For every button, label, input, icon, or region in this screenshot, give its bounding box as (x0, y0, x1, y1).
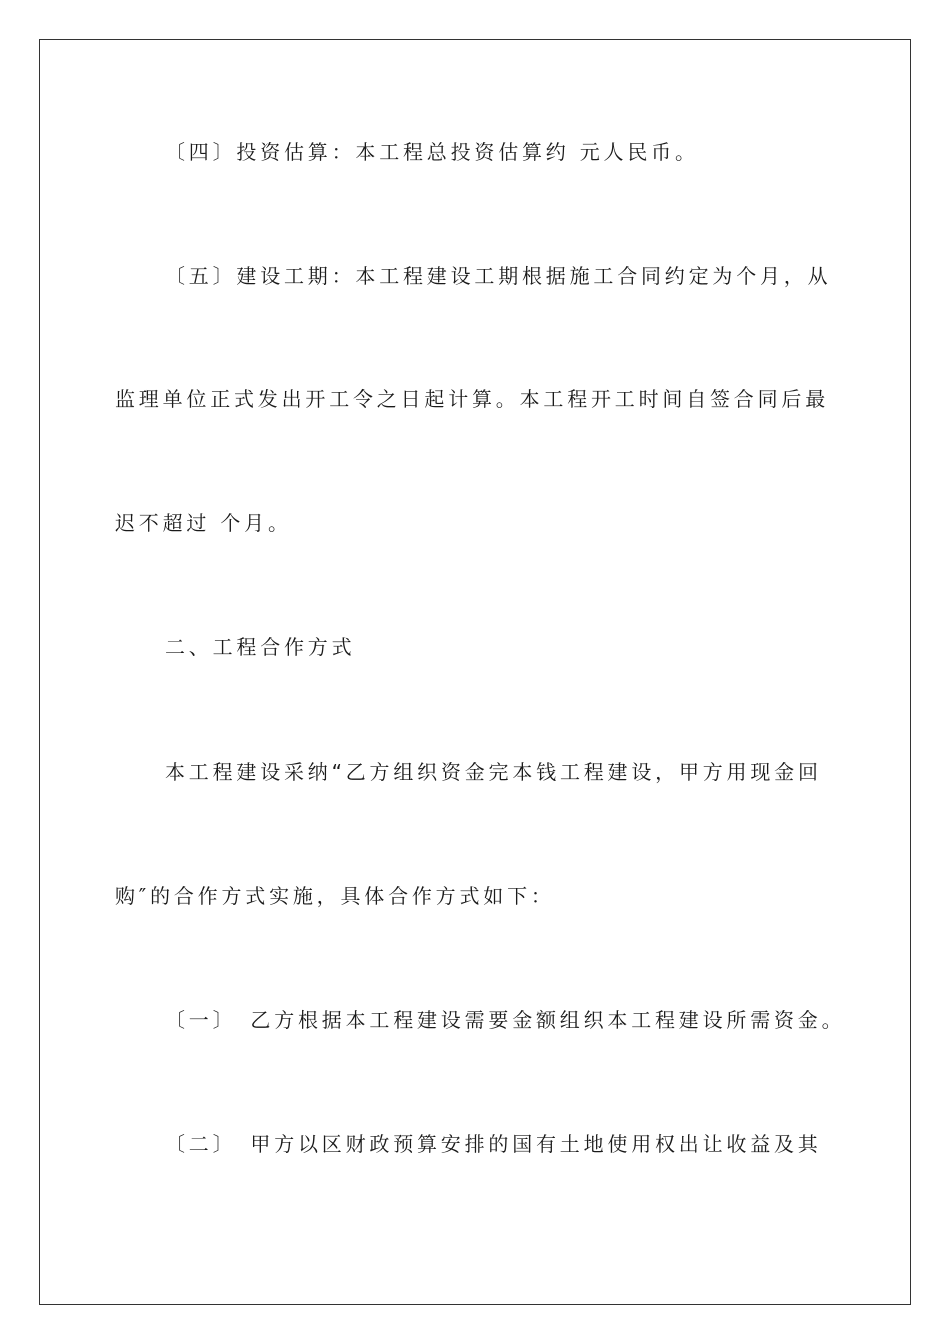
list-item-2 (115, 1129, 835, 1159)
paragraph-investment-estimate: 〔四〕投资估算：本工程总投资估算约 元人民币。 (165, 140, 699, 164)
page-border (39, 39, 911, 1305)
section-heading-cooperation-mode: 二、工程合作方式 (165, 635, 356, 659)
paragraph-construction-period-line-2: 监理单位正式发出开工令之日起计算。本工程开工时间自签合同后最 (115, 387, 829, 411)
list-item-1-text: 乙方根据本工程建设需要金额组织本工程建设所需资金。 (250, 1008, 846, 1032)
list-item-2-marker: 〔二〕 (165, 1132, 237, 1156)
paragraph-cooperation-line-2: 购″的合作方式实施，具体合作方式如下： (115, 884, 555, 908)
list-item-2-text: 甲方以区财政预算安排的国有土地使用权出让收益及其 (250, 1132, 822, 1156)
list-item-1-marker: 〔一〕 (165, 1008, 237, 1032)
list-item-1 (115, 1005, 846, 1035)
paragraph-cooperation-line-1: 本工程建设采纳“乙方组织资金完本钱工程建设，甲方用现金回 (165, 760, 822, 784)
paragraph-construction-period-line-3: 迟不超过 个月。 (115, 511, 292, 535)
paragraph-construction-period-line-1: 〔五〕建设工期：本工程建设工期根据施工合同约定为个月，从 (165, 264, 832, 288)
